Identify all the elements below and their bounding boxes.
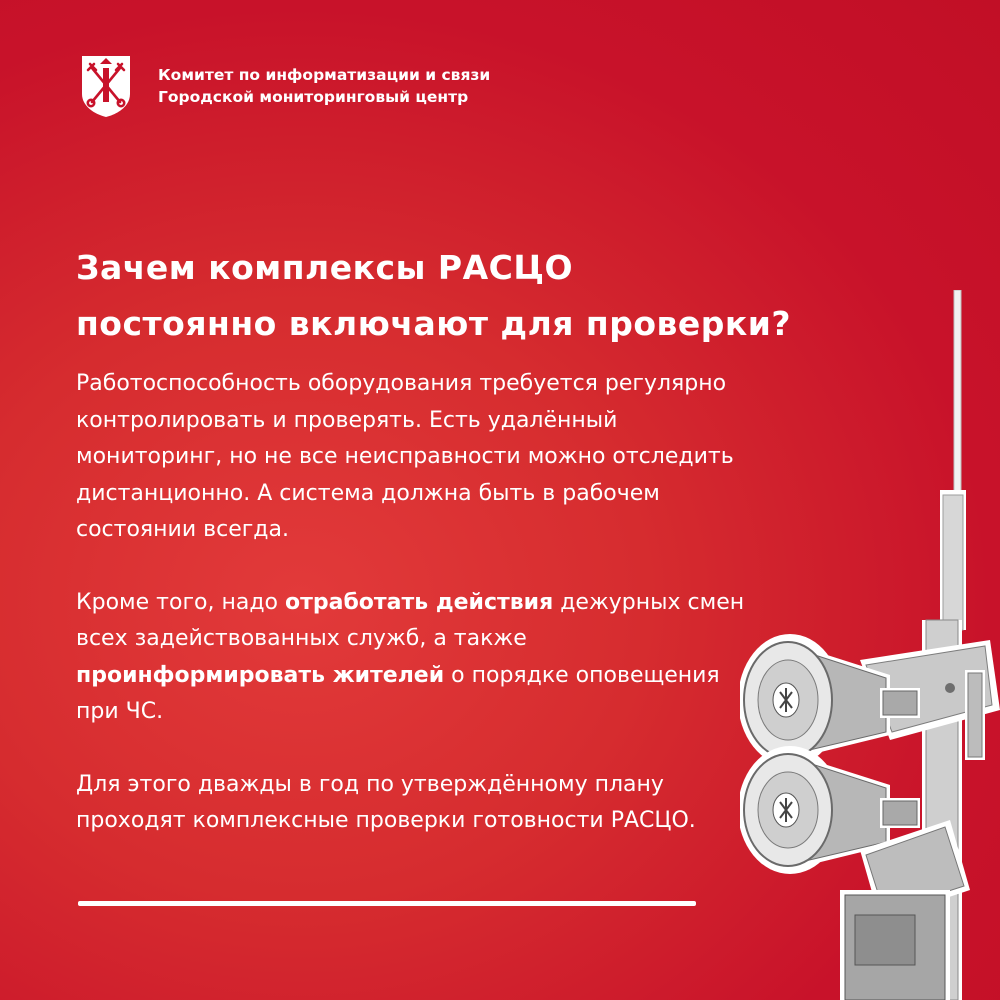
organization-name — [158, 64, 490, 108]
title-line-2: постоянно включают для проверки? — [76, 304, 792, 343]
divider — [78, 901, 696, 906]
org-line-2: Городской мониторинговый центр — [158, 88, 469, 106]
paragraph-2-part-3: о порядке оповещения при ЧС. — [76, 662, 720, 724]
highlight-inform-residents: проинформировать жителей — [76, 662, 445, 688]
paragraph-2 — [76, 585, 756, 731]
paragraph-3: Для этого дважды в год по утверждённому плану проходят комплексные проверки готовности РАСЦО. — [76, 771, 696, 833]
header — [78, 54, 490, 118]
siren-loudspeaker-image — [740, 290, 1000, 1000]
city-emblem-icon — [78, 54, 134, 118]
paragraph-2-part-2: дежурных смен всех задействованных служб, а также — [76, 589, 745, 651]
paragraph-1: Работоспособность оборудования требуется регулярно контролировать и проверять. Есть удалённый мониторинг, но не все неисправности можно отследить дистанционно. А система должна быть в рабочем состоянии всегда. — [76, 371, 734, 542]
paragraph-2-part-1: Кроме того, надо — [76, 589, 285, 615]
highlight-practice-actions: отработать действия — [284, 589, 554, 615]
org-line-1: Комитет по информатизации и связи — [158, 66, 491, 84]
body-text — [76, 366, 756, 876]
title-line-1: Зачем комплексы РАСЦО — [76, 248, 574, 287]
